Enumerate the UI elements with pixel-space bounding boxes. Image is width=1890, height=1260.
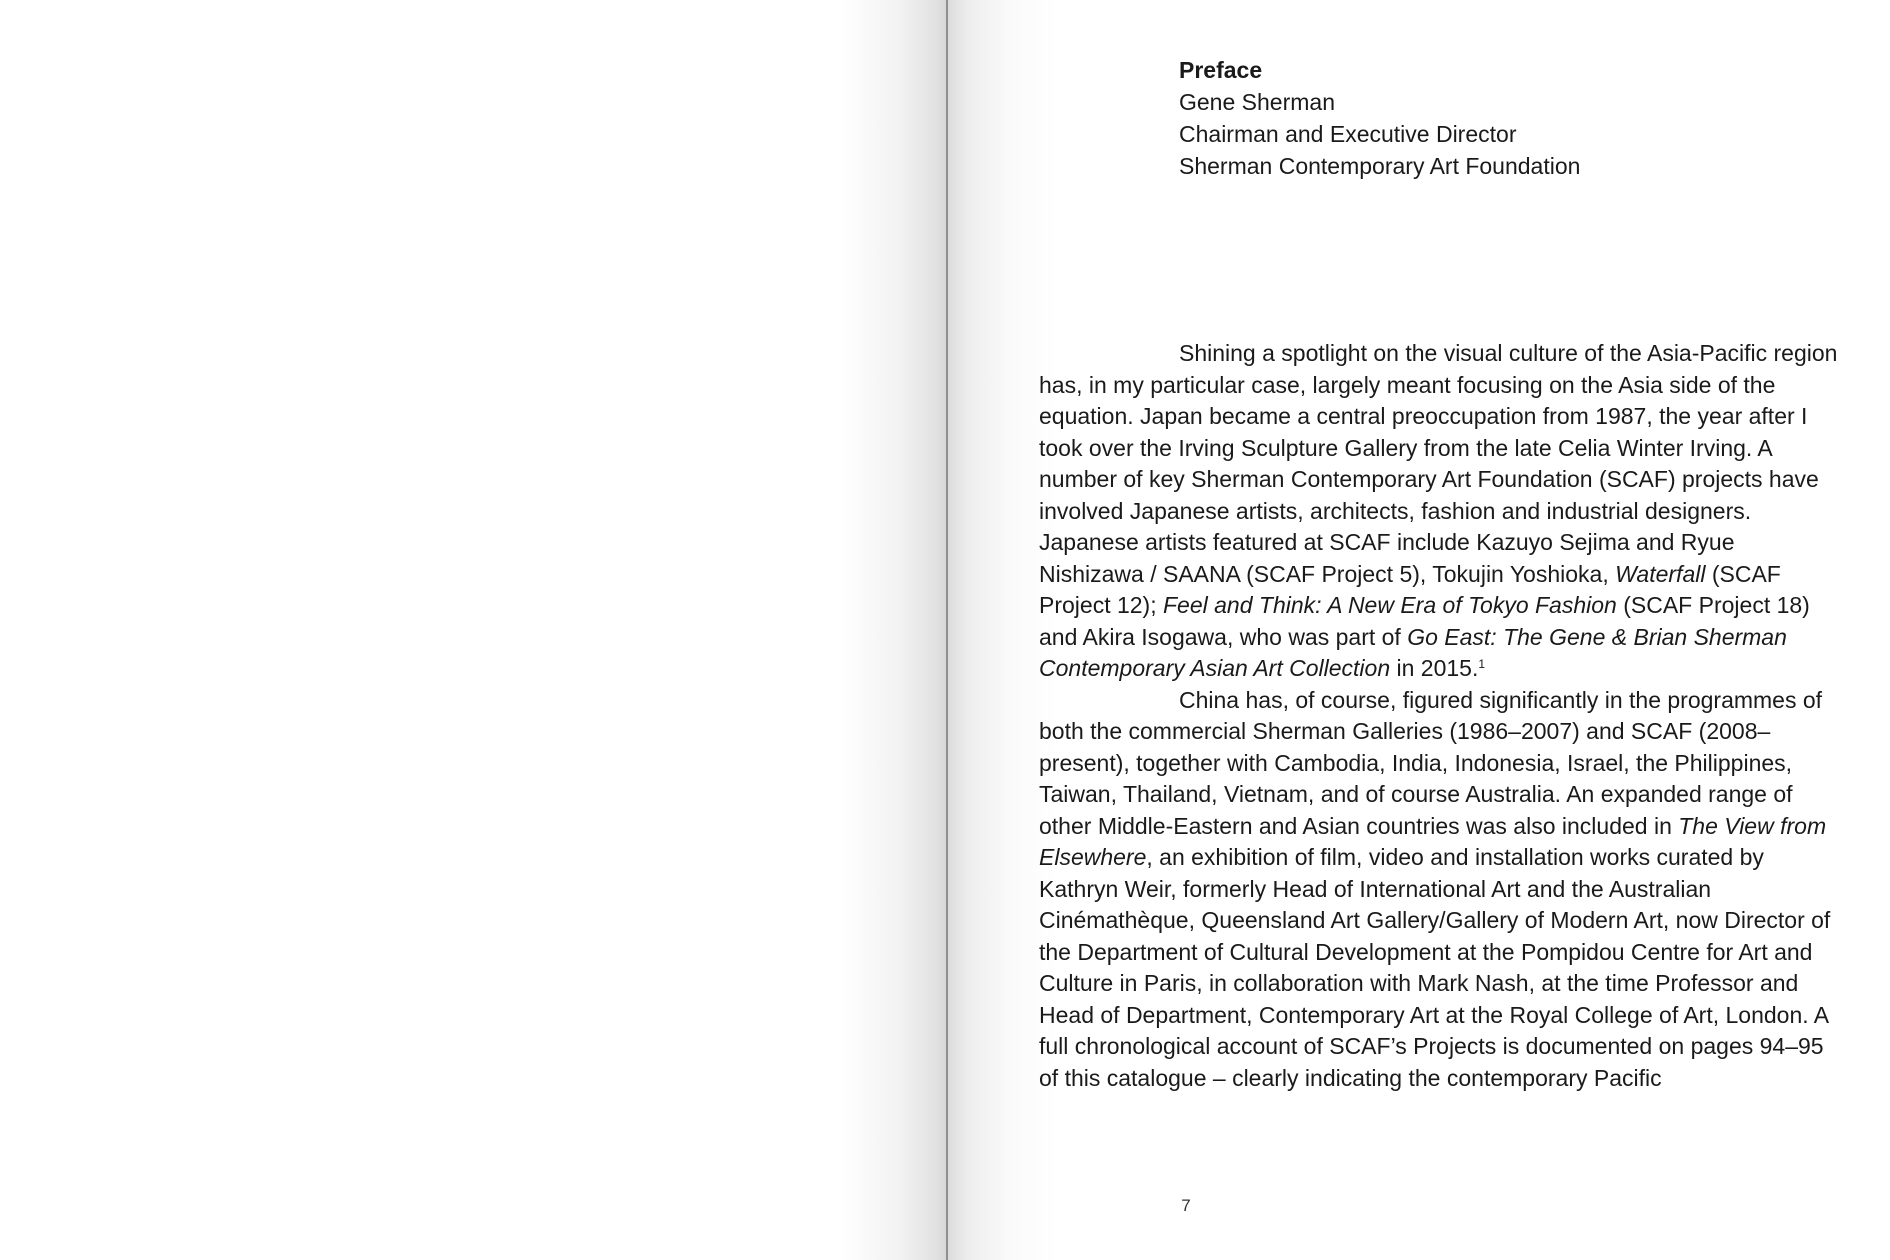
body-text	[1039, 338, 1845, 1094]
section-title: Preface	[1179, 57, 1263, 83]
paragraph-1	[1039, 338, 1845, 685]
preface-heading	[1179, 54, 1580, 182]
paragraph-2-text-a: China has, of course, figured significantly in the programmes of both the commercial Sherman Galleries (1986–2007) and SCAF (2008–present), together with Cambodia, India, Indonesia, Israel, the Philippines, Taiwan, Thailand, Vietnam, and of course Australia. An expanded range of other Middle-Eastern and Asian countries was also included in	[1039, 686, 1823, 839]
author-role: Chairman and Executive Director	[1179, 121, 1517, 147]
page-number: 7	[1181, 1196, 1191, 1215]
paragraph-1-text-d: in 2015.	[1390, 655, 1479, 681]
work-title-waterfall: Waterfall	[1615, 560, 1706, 587]
paragraph-2-text-b: , an exhibition of film, video and installation works curated by Kathryn Weir, formerly Head of International Art and the Australian Cinémathèque, Queensland Art Gallery/Gallery of Modern Art, now Director of the Department of Cultural Development at the Pompidou Centre for Art and Culture in Paris, in collaboration with Mark Nash, at the time Professor and Head of Department, Contemporary Art at the Royal College of Art, London. A full chronological account of SCAF’s Projects is documented on pages 94–95 of this catalogue – clearly indicating the contemporary Pacific	[1039, 844, 1831, 1091]
work-title-feel-and-think: Feel and Think: A New Era of Tokyo Fashion	[1163, 592, 1617, 618]
footnote-marker: 1	[1478, 657, 1486, 671]
paragraph-1-text-a: Shining a spotlight on the visual culture of the Asia-Pacific region has, in my particular case, largely meant focusing on the Asia side of the equation. Japan became a central preoccupation from 1987, the year after I took over the Irving Sculpture Gallery from the late Celia Winter Irving. A number of key Sherman Contemporary Art Foundation (SCAF) projects have involved Japanese artists, architects, fashion and industrial designers. Japanese artists featured at SCAF include Kazuyo Sejima and Ryue Nishizawa / SAANA (SCAF Project 5), Tokujin Yoshioka,	[1039, 340, 1838, 587]
work-title-go-east: Go East: The Gene & Brian Sherman Contemporary Asian Art Collection	[1039, 623, 1787, 681]
paragraph-1-text-b: (SCAF Project 12);	[1039, 560, 1781, 618]
author-name: Gene Sherman	[1179, 89, 1335, 115]
paragraph-1-text-c: (SCAF Project 18) and Akira Isogawa, who was part of	[1039, 592, 1810, 650]
paragraph-2	[1039, 685, 1845, 1095]
work-title-view-from-elsewhere: The View from Elsewhere	[1039, 812, 1827, 870]
author-organization: Sherman Contemporary Art Foundation	[1179, 153, 1581, 179]
